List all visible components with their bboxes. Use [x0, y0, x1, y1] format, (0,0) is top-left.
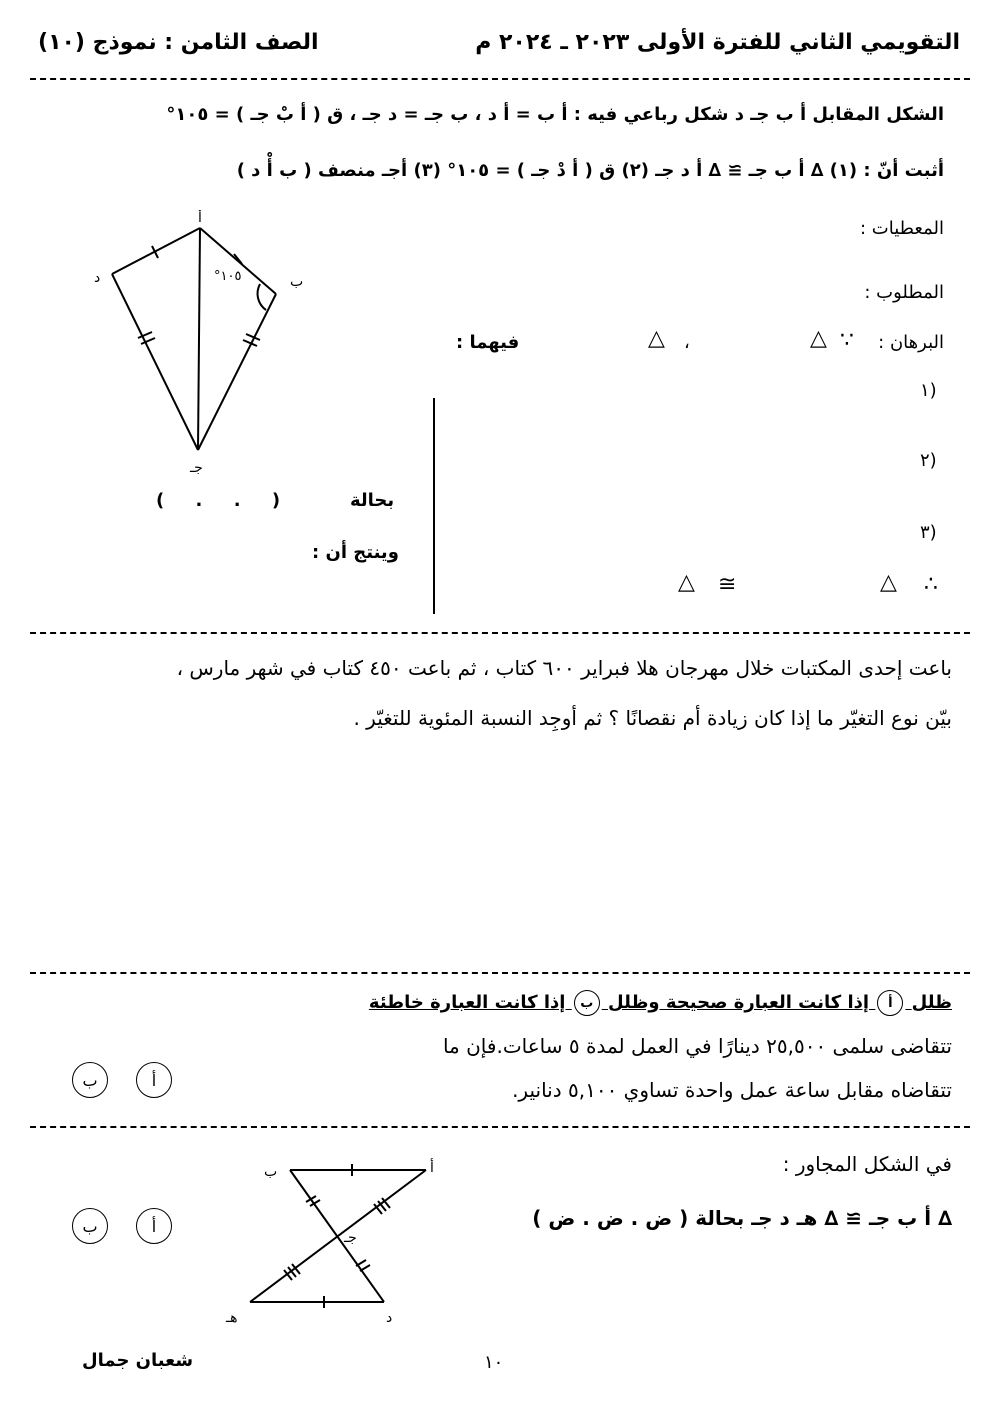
divider [30, 632, 970, 634]
q1-prove: أثبت أنّ : (١) ∆ أ ب جـ ≅ ∆ أ د جـ (٢) ق ( أ دْ جـ ) = ١٠٥° (٣) أجـ منصف ( ب أْ د ) [236, 160, 944, 181]
angle-arc [258, 284, 266, 310]
label-c: جـ [344, 1230, 357, 1246]
instruction-part3: إذا كانت العبارة خاطئة [368, 992, 566, 1013]
kite-figure [90, 210, 330, 480]
segment-ae [250, 1170, 426, 1302]
side-ab [200, 228, 276, 294]
q1-statement: الشكل المقابل أ ب جـ د شكل رباعي فيه : أ ب = أ د ، ب جـ = د جـ ، ق ( أ بْ جـ ) = ١٠٥° [166, 104, 944, 125]
therefore-symbol: ∴ [924, 572, 938, 597]
item2-option-a[interactable]: أ [136, 1208, 172, 1244]
diagonal-ac [198, 228, 200, 450]
item2-option-b[interactable]: ب [72, 1208, 108, 1244]
item1-option-b[interactable]: ب [72, 1062, 108, 1098]
bowtie-figure [220, 1150, 460, 1330]
tick-mark [356, 1260, 366, 1266]
givens-label: المعطيات : [860, 218, 944, 239]
label-c: جـ [190, 460, 203, 476]
proof-divider-line [433, 398, 435, 614]
item1-line1: تتقاضى سلمى ٢٥,٥٠٠ دينارًا في العمل لمدة ٥ ساعات.فإن ما [442, 1034, 952, 1058]
side-bc [198, 294, 276, 450]
divider [30, 972, 970, 974]
case-label: بحالة [350, 490, 395, 511]
divider [30, 78, 970, 80]
step-2: ٢) [920, 450, 937, 471]
grade-model: الصف الثامن : نموذج (١٠) [38, 30, 319, 55]
divider [30, 1126, 970, 1128]
case-parens: ( . . ) [156, 490, 281, 511]
item1-line2: تتقاضاه مقابل ساعة عمل واحدة تساوي ٥,١٠٠ دنانير. [512, 1078, 952, 1102]
label-a: أ [430, 1160, 434, 1176]
side-dc [112, 274, 198, 450]
tick-mark [360, 1265, 370, 1271]
step-3: ٣) [920, 522, 937, 543]
page-number: ١٠ [484, 1352, 504, 1373]
exam-title: التقويمي الثاني للفترة الأولى ٢٠٢٣ ـ ٢٠٢٤ م [475, 30, 960, 55]
comma: ، [684, 332, 690, 353]
item2-intro: في الشكل المجاور : [782, 1152, 952, 1176]
angle-label: °١٠٥ [214, 269, 242, 284]
q2-line1: باعت إحدى المكتبات خلال مهرجان هلا فبراير ٦٠٠ كتاب ، ثم باعت ٤٥٠ كتاب في شهر مارس ، [176, 656, 952, 680]
triangle-symbol: △ [810, 326, 827, 351]
shade-a-circle: أ [877, 990, 903, 1016]
instruction-part1: ظلل [911, 992, 952, 1013]
q3-instruction [252, 990, 952, 1016]
conclude-label: وينتج أن : [312, 542, 399, 563]
label-d: د [386, 1310, 393, 1326]
author: شعبان جمال [82, 1350, 194, 1371]
required-label: المطلوب : [864, 282, 944, 303]
side-ad [112, 228, 200, 274]
label-d: د [94, 270, 101, 286]
shade-b-circle: ب [574, 990, 600, 1016]
label-a: أ [198, 210, 202, 226]
because-symbol: ∵ [840, 328, 854, 353]
congruent-symbol: ≅ [718, 572, 737, 597]
in-them-label: فيهما : [456, 332, 520, 353]
item1-option-a[interactable]: أ [136, 1062, 172, 1098]
q2-line2: بيّن نوع التغيّر ما إذا كان زيادة أم نقصانًا ؟ ثم أوجِد النسبة المئوية للتغيّر . [353, 706, 952, 730]
triangle-symbol: △ [678, 570, 695, 595]
instruction-part2: إذا كانت العبارة صحيحة وظلل [608, 992, 870, 1013]
proof-label: البرهان : [878, 332, 944, 353]
label-e: هـ [226, 1310, 238, 1326]
step-1: ١) [920, 380, 937, 401]
label-b: ب [290, 274, 304, 290]
triangle-symbol: △ [880, 570, 897, 595]
label-b: ب [264, 1164, 278, 1180]
triangle-symbol: △ [648, 326, 665, 351]
item2-statement: ∆ أ ب جـ ≅ ∆ هـ د جـ بحالة ( ض . ض . ض ) [532, 1206, 952, 1230]
